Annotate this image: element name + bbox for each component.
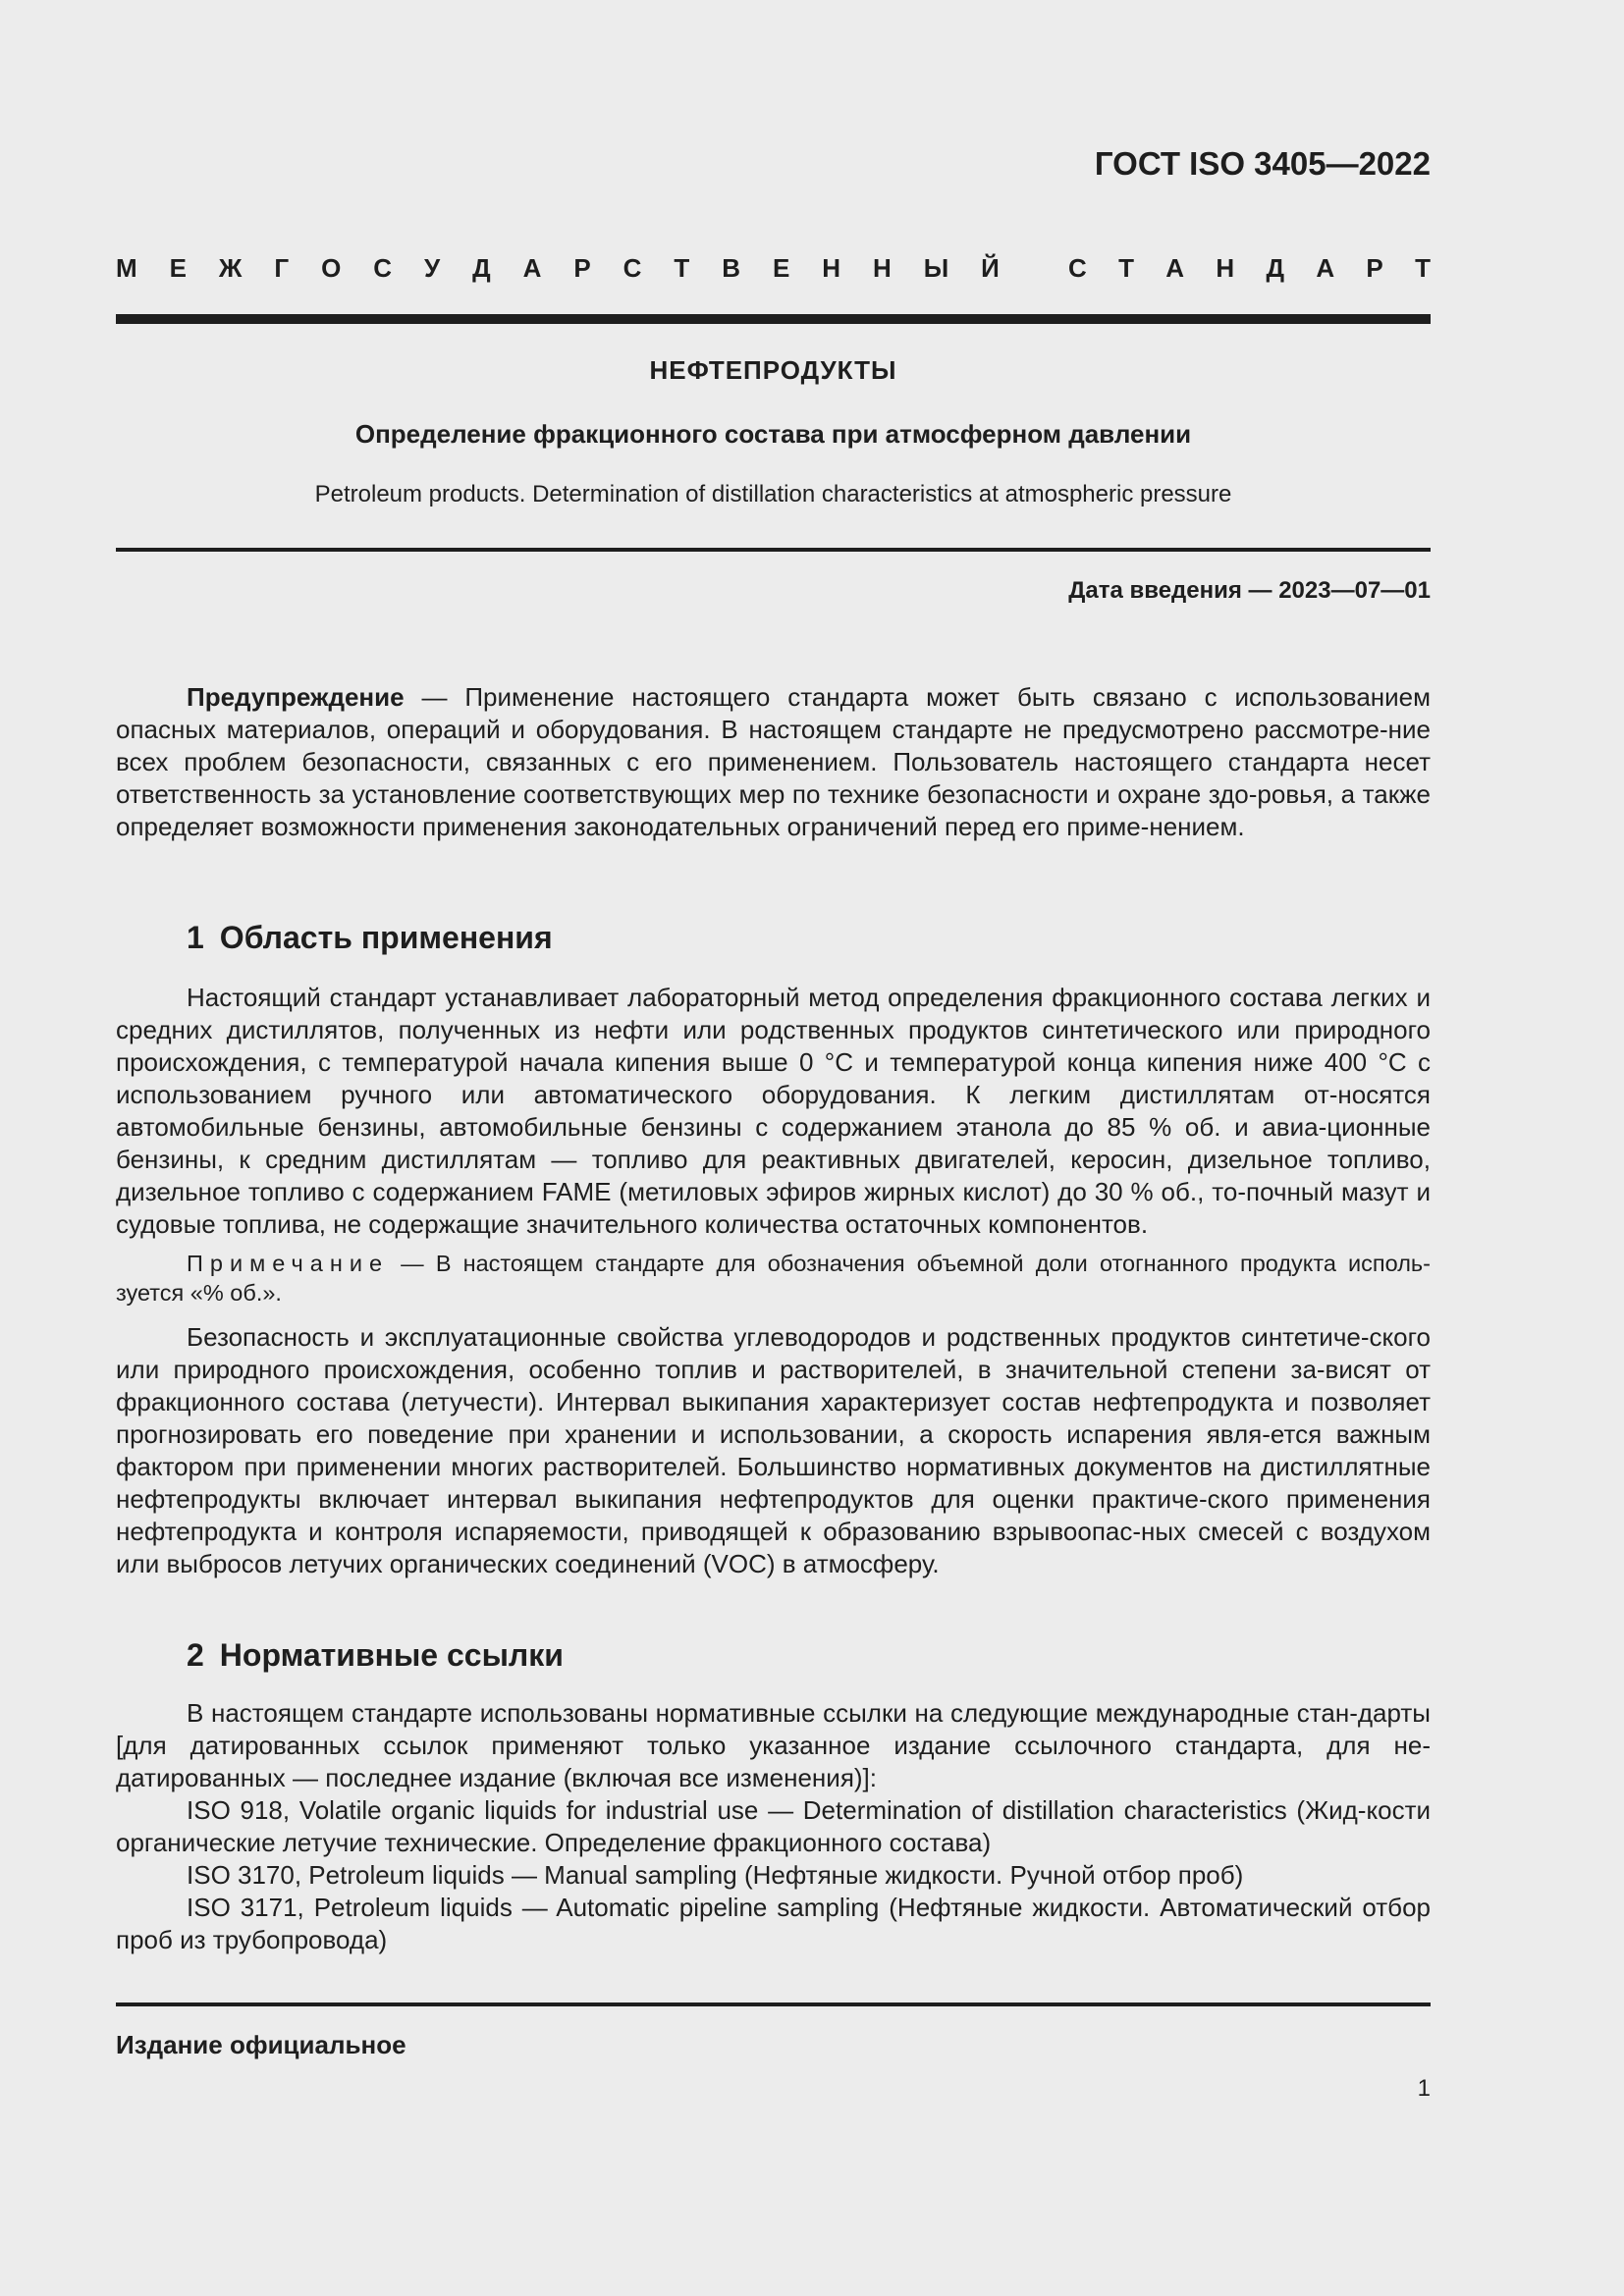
section-2-heading — [187, 1637, 564, 1674]
section-1-paragraph-1: Настоящий стандарт устанавливает лабораторный метод определения фракционного состава легких и средних дистиллятов, полученных из нефти или родственных продуктов синтетического или природного происхождения, с температурой начала кипения выше 0 °С и температурой конца кипения ниже 400 °С с использованием ручного или автоматического оборудования. К легким дистиллятам от-носятся автомобильные бензины, автомобильные бензины с содержанием этанола до 85 % об. и авиа-ционные бензины, к средним дистиллятам — топливо для реактивных двигателей, керосин, дизельное топливо, дизельное топливо с содержанием FAME (метиловых эфиров жирных кислот) до 30 % об., то-почный мазут и судовые топлива, не содержащие значительного количества остаточных компонентов. — [116, 983, 1431, 1239]
document-english-title: Petroleum products. Determination of distillation characteristics at atmospheric pressure — [314, 481, 1232, 507]
introduction-date: Дата введения — 2023—07—01 — [1068, 577, 1431, 604]
reference-item: ISO 3170, Petroleum liquids — Manual sampling (Нефтяные жидкости. Ручной отбор проб) — [187, 1860, 1244, 1890]
header-rule — [116, 314, 1431, 324]
document-title: НЕФТЕПРОДУКТЫ — [649, 355, 897, 385]
reference-item: ISO 3171, Petroleum liquids — Automatic pipeline sampling (Нефтяные жидкости. Автоматический отбор проб из трубопровода) — [116, 1893, 1431, 1954]
page-number: 1 — [1417, 2075, 1431, 2102]
section-2-title: Нормативные ссылки — [219, 1637, 564, 1673]
standard-kind — [116, 253, 1431, 284]
section-1-note — [116, 1249, 1431, 1308]
warning-label: Предупреждение — [187, 682, 405, 712]
document-code: ГОСТ ISO 3405—2022 — [1094, 145, 1431, 182]
document-subtitle: Определение фракционного состава при атмосферном давлении — [354, 419, 1192, 449]
section-1-heading — [187, 920, 553, 956]
section-2-body — [116, 1697, 1431, 1956]
standard-kind-word1: М Е Ж Г О С У Д А Р С Т В Е Н Н Ы Й — [116, 253, 1000, 283]
note-text: — В настоящем стандарте для обозначения объемной доли отогнанного продукта исполь-зуется «% об.». — [116, 1251, 1431, 1306]
section-1-number: 1 — [187, 920, 204, 955]
edition-label: Издание официальное — [116, 2030, 406, 2059]
section-2-intro: В настоящем стандарте использованы нормативные ссылки на следующие международные стан-дарты [для датированных ссылок применяют только указанное издание ссылочного стандарта, для не-датированных — последнее издание (включая все изменения)]: — [116, 1698, 1431, 1792]
footer-rule — [116, 2002, 1431, 2006]
section-1-title: Область применения — [219, 920, 553, 955]
standard-kind-word2: С Т А Н Д А Р Т — [1068, 253, 1431, 283]
reference-item: ISO 918, Volatile organic liquids for industrial use — Determination of distillation characteristics (Жид-кости органические летучие технические. Определение фракционного состава) — [116, 1795, 1431, 1857]
title-rule — [116, 548, 1431, 552]
warning-block — [116, 681, 1431, 843]
section-1-body — [116, 982, 1431, 1580]
section-1-paragraph-2: Безопасность и эксплуатационные свойства углеводородов и родственных продуктов синтетиче-ского или природного происхождения, особенно топлив и растворителей, в значительной степени за-висят от фракционного состава (летучести). Интервал выкипания характеризует состав нефтепродукта и позволяет прогнозировать его поведение при хранении и использовании, а скорость испарения явля-ется важным фактором при применении многих растворителей. Большинство нормативных документов на дистиллятные нефтепродукты включает интервал выкипания нефтепродуктов для оценки практиче-ского применения нефтепродукта и контроля испаряемости, приводящей к образованию взрывоопас-ных смесей с воздухом или выбросов летучих органических соединений (VOC) в атмосферу. — [116, 1322, 1431, 1578]
document-page — [116, 0, 1431, 2296]
section-2-number: 2 — [187, 1637, 204, 1673]
note-label: Примечание — [187, 1251, 390, 1276]
warning-text: — Применение настоящего стандарта может быть связано с использованием опасных материалов, операций и оборудования. В настоящем стандарте не предусмотрено рассмотре-ние всех проблем безопасности, связанных с его применением. Пользователь настоящего стандарта несет ответственность за установление соответствующих мер по технике безопасности и охране здо-ровья, а также определяет возможности применения законодательных ограничений перед его приме-нением. — [116, 682, 1431, 841]
